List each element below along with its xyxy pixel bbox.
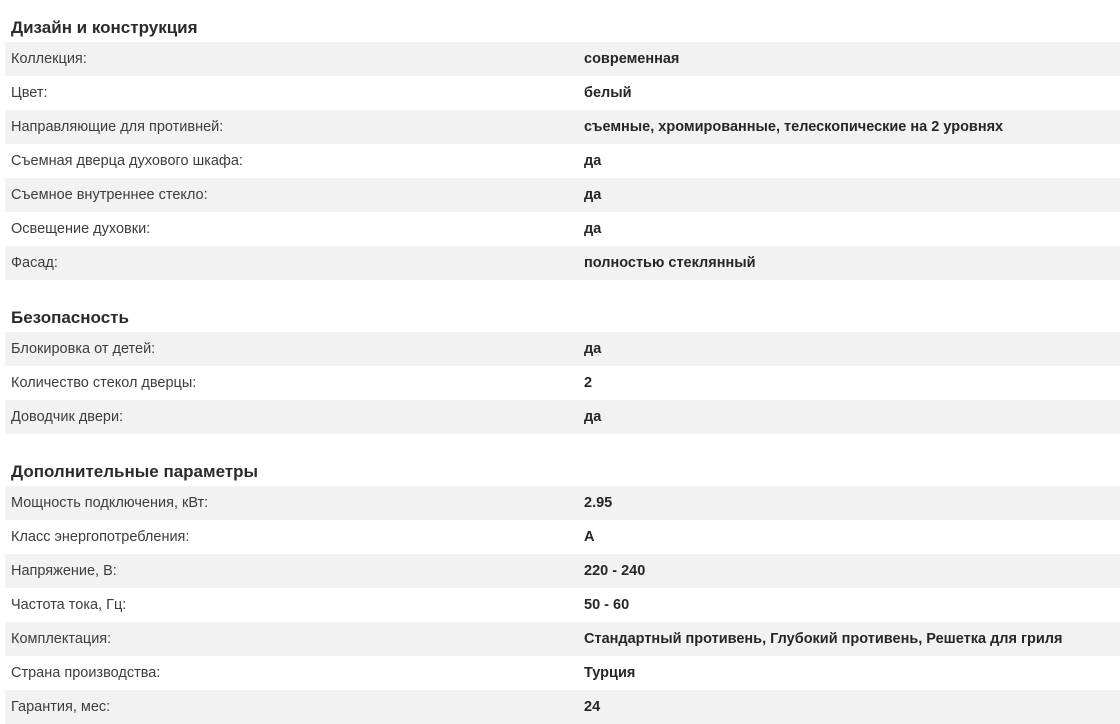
spec-row [5, 246, 1120, 280]
spec-row [5, 144, 1120, 178]
section-design [5, 10, 1120, 280]
spec-row [5, 400, 1120, 434]
spec-value: белый [584, 85, 632, 101]
spec-row [5, 212, 1120, 246]
spec-value: современная [584, 51, 680, 67]
spec-label: Цвет: [11, 85, 48, 101]
spec-label: Частота тока, Гц: [11, 597, 127, 613]
spec-row [5, 690, 1120, 724]
spec-label: Класс энергопотребления: [11, 529, 190, 545]
spec-value: Турция [584, 665, 636, 681]
section-title: Дизайн и конструкция [11, 18, 198, 37]
spec-label: Направляющие для противней: [11, 119, 224, 135]
spec-row [5, 656, 1120, 690]
spec-label: Блокировка от детей: [11, 341, 156, 357]
spec-table [5, 332, 1120, 434]
section-safety [5, 300, 1120, 434]
spec-label: Напряжение, В: [11, 563, 117, 579]
spec-table [5, 42, 1120, 280]
spec-value: 24 [584, 699, 601, 715]
spec-value: да [584, 341, 602, 357]
spec-label: Доводчик двери: [11, 409, 124, 425]
spec-value: 220 - 240 [584, 563, 646, 579]
spec-label: Гарантия, мес: [11, 699, 111, 715]
section-title: Безопасность [11, 308, 129, 327]
spec-row [5, 486, 1120, 520]
spec-value: 2 [584, 375, 593, 391]
spec-value: Стандартный противень, Глубокий противень, Решетка для гриля [584, 631, 1063, 647]
spec-label: Освещение духовки: [11, 221, 151, 237]
spec-row [5, 588, 1120, 622]
spec-label: Комплектация: [11, 631, 112, 647]
spec-value: 50 - 60 [584, 597, 630, 613]
spec-value: съемные, хромированные, телескопические на 2 уровнях [584, 119, 1004, 135]
spec-label: Страна производства: [11, 665, 161, 681]
section-title: Дополнительные параметры [11, 462, 259, 481]
spec-row [5, 520, 1120, 554]
spec-value: да [584, 409, 602, 425]
spec-row [5, 42, 1120, 76]
spec-table [5, 486, 1120, 724]
spec-row [5, 332, 1120, 366]
spec-value: да [584, 153, 602, 169]
spec-value: A [584, 529, 595, 545]
spec-label: Съемная дверца духового шкафа: [11, 153, 243, 169]
spec-value: да [584, 221, 602, 237]
spec-row [5, 554, 1120, 588]
spec-label: Мощность подключения, кВт: [11, 495, 209, 511]
spec-value: да [584, 187, 602, 203]
spec-label: Фасад: [11, 255, 58, 271]
spec-row [5, 178, 1120, 212]
spec-row [5, 76, 1120, 110]
spec-row [5, 622, 1120, 656]
section-additional [5, 454, 1120, 724]
spec-label: Коллекция: [11, 51, 87, 67]
spec-row [5, 366, 1120, 400]
spec-value: полностью стеклянный [584, 255, 756, 271]
spec-value: 2.95 [584, 495, 613, 511]
spec-row [5, 110, 1120, 144]
spec-label: Съемное внутреннее стекло: [11, 187, 208, 203]
spec-label: Количество стекол дверцы: [11, 375, 197, 391]
